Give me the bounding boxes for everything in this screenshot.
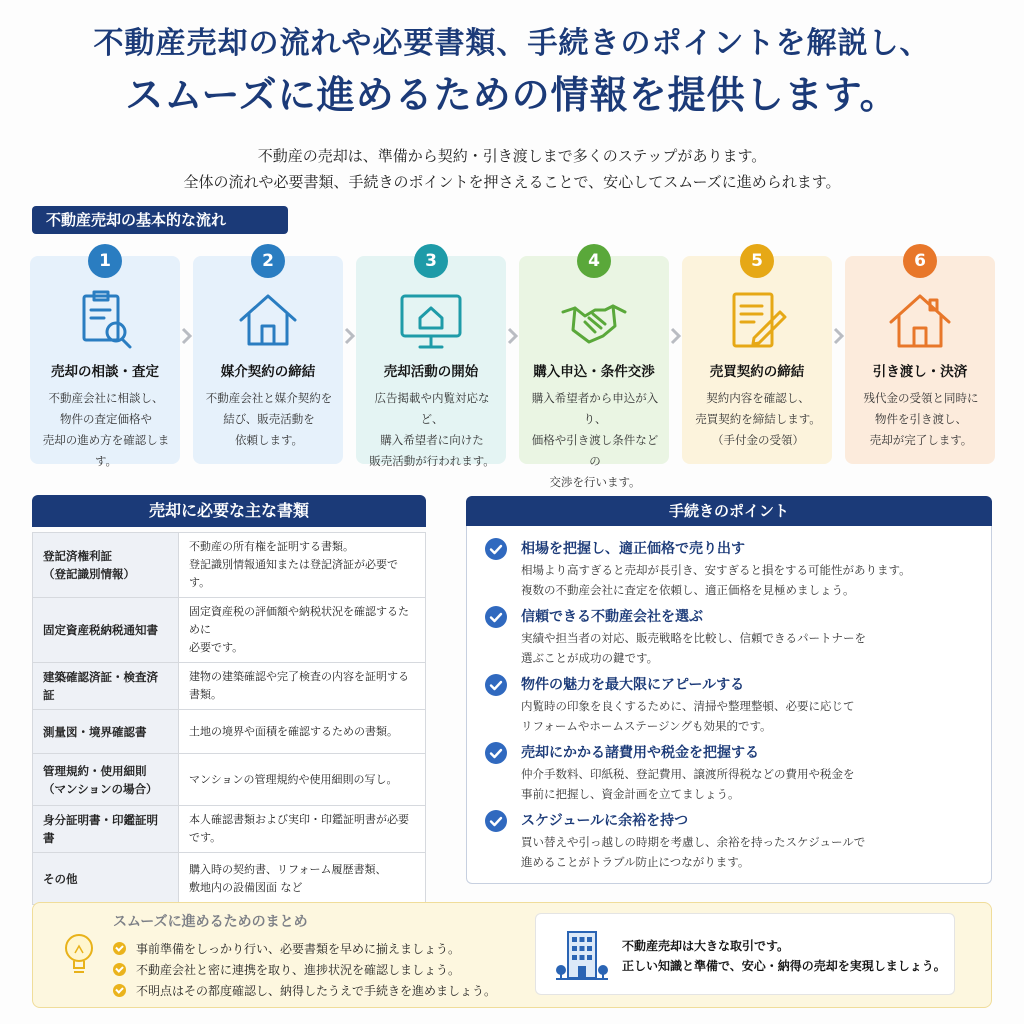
headline (0, 22, 1024, 124)
document-name-line: 管理規約・使用細則 (43, 763, 147, 778)
chevron-right-icon (669, 326, 682, 346)
check-circle-icon (485, 606, 507, 628)
point-item (485, 742, 975, 806)
step-number-badge: 5 (740, 244, 774, 278)
point-title: 物件の魅力を最大限にアピールする (521, 677, 745, 693)
document-name-line: 建築確認済証・検査済証 (43, 670, 158, 702)
step-description-line: 依頼します。 (234, 433, 304, 447)
point-title: 信頼できる不動産会社を選ぶ (521, 609, 703, 625)
step-title: 購入申込・条件交渉 (533, 364, 655, 380)
summary-note-line: 不動産売却は大きな取引です。 (622, 939, 790, 953)
point-description-line: 実績や担当者の対応、販売戦略を比較し、信頼できるパートナーを (521, 631, 866, 645)
points-list (466, 526, 992, 884)
summary-item (113, 960, 460, 980)
document-description-line: 不動産の所有権を証明する書類。 (189, 540, 354, 553)
summary-box (32, 902, 992, 1008)
point-description (521, 696, 981, 736)
document-description (179, 533, 426, 598)
point-description-line: 相場より高すぎると売却が長引き、安すぎると損をする可能性があります。 (521, 563, 911, 577)
document-name-line: （登記識別情報） (43, 567, 135, 581)
summary-item-text: 不動産会社と密に連携を取り、進捗状況を確認しましょう。 (136, 963, 461, 977)
step-description-line: 購入希望者に向けた (380, 433, 484, 447)
step-description (201, 388, 337, 451)
handshake-icon (559, 286, 629, 356)
document-description-line: マンションの管理規約や使用細則の写し。 (189, 772, 398, 786)
step-description (690, 388, 826, 451)
step-description-line: 残代金の受領と同時に (863, 391, 979, 405)
step-description-line: 交渉を行います。 (549, 475, 641, 489)
point-item (485, 606, 975, 670)
document-search-icon (70, 286, 140, 356)
documents-section-title: 売却に必要な主な書類 (32, 495, 426, 527)
document-description-line: 本人確認書類および実印・印鑑証明書が必要です。 (189, 813, 409, 844)
document-name-line: 測量図・境界確認書 (43, 724, 147, 739)
points-section-title: 手続きのポイント (466, 496, 992, 526)
document-description-line: 固定資産税の評価額や納税状況を確認するために (189, 605, 409, 636)
document-description-line: 土地の境界や面積を確認するための書類。 (189, 724, 398, 738)
chevron-right-icon (832, 326, 845, 346)
point-description-line: リフォームやホームステージングも効果的です。 (521, 719, 772, 733)
flow-step (682, 251, 832, 464)
point-description (521, 764, 981, 804)
flow-step (30, 251, 180, 468)
point-item (485, 674, 975, 738)
point-item (485, 538, 975, 602)
step-description-line: 不動産会社に相談し、 (48, 391, 164, 405)
step-number-badge: 3 (414, 244, 448, 278)
document-description (179, 806, 426, 853)
document-description-line: 必要です。 (189, 641, 244, 654)
summary-note-text (622, 936, 946, 976)
document-name (33, 853, 179, 905)
step-description-line: （手付金の受領） (712, 433, 804, 447)
point-description-line: 内覧時の印象を良くするために、清掃や整理整頓、必要に応じて (521, 699, 855, 713)
document-name-line: 固定資産税納税通知書 (43, 623, 158, 637)
step-description (38, 388, 174, 472)
check-circle-icon (485, 538, 507, 560)
intro-line-2: 全体の流れや必要書類、手続きのポイントを押さえることで、安心してスムーズに進められます。 (183, 173, 841, 191)
step-title: 引き渡し・決済 (872, 364, 968, 380)
step-description-line: 不動産会社と媒介契約を (205, 391, 333, 405)
contract-pen-icon (722, 286, 792, 356)
headline-line-2: スムーズに進めるための情報を提供します。 (125, 72, 899, 117)
flow-steps (30, 244, 994, 489)
step-description-line: 売却が完了します。 (869, 433, 973, 447)
summary-note-line: 正しい知識と準備で、安心・納得の売却を実現しましょう。 (622, 959, 946, 973)
document-name-line: 登記済権利証 (43, 549, 112, 563)
table-row (33, 853, 426, 905)
point-description-line: 複数の不動産会社に査定を依頼し、適正価格を見極めましょう。 (521, 583, 855, 597)
step-number-badge: 1 (88, 244, 122, 278)
flow-step (519, 251, 669, 489)
document-name (33, 806, 179, 853)
step-title: 売却の相談・査定 (51, 364, 159, 380)
step-description-line: 広告掲載や内覧対応など、 (374, 391, 490, 426)
point-description-line: 事前に把握し、資金計画を立てましょう。 (521, 787, 740, 801)
document-description-line: 登記識別情報通知または登記済証が必要です。 (189, 558, 398, 589)
step-description-line: 価格や引き渡し条件などの (531, 433, 659, 468)
point-item (485, 810, 975, 874)
check-icon (113, 963, 126, 976)
check-icon (113, 942, 126, 955)
point-title: スケジュールに余裕を持つ (521, 813, 689, 829)
document-description-line: 敷地内の設備図面 など (189, 880, 303, 894)
step-number-badge: 4 (577, 244, 611, 278)
document-name (33, 754, 179, 806)
point-title: 相場を把握し、適正価格で売り出す (521, 541, 745, 557)
table-row (33, 754, 426, 806)
step-description-line: 結び、販売活動を (223, 412, 315, 426)
chevron-right-icon (180, 326, 193, 346)
document-name-line: その他 (43, 871, 78, 886)
summary-title: スムーズに進めるためのまとめ (113, 914, 308, 930)
house-orange-icon (885, 286, 955, 356)
document-description-line: 建物の建築確認や完了検査の内容を証明する書類。 (189, 670, 409, 701)
flow-step (356, 251, 506, 468)
step-description-line: 売却の進め方を確認します。 (42, 433, 170, 468)
table-row (33, 806, 426, 853)
step-description-line: 物件の査定価格や (60, 412, 152, 426)
check-circle-icon (485, 674, 507, 696)
point-description (521, 560, 981, 600)
point-description (521, 832, 981, 872)
point-title: 売却にかかる諸費用や税金を把握する (521, 745, 759, 761)
summary-item (113, 981, 496, 1001)
document-name (33, 533, 179, 598)
step-description-line: 売買契約を締結します。 (695, 412, 821, 426)
document-name-line: （マンションの場合） (43, 781, 158, 796)
step-description-line: 物件を引き渡し、 (875, 412, 967, 426)
document-description-line: 購入時の契約書、リフォーム履歴書類、 (189, 862, 387, 876)
house-icon (233, 286, 303, 356)
check-icon (113, 984, 126, 997)
lightbulb-icon (61, 931, 97, 979)
document-name (33, 663, 179, 710)
step-description-line: 販売活動が行われます。 (369, 454, 495, 468)
step-title: 売却活動の開始 (383, 364, 479, 380)
summary-item (113, 939, 460, 959)
point-description-line: 選ぶことが成功の鍵です。 (521, 651, 659, 665)
chevron-right-icon (343, 326, 356, 346)
check-circle-icon (485, 742, 507, 764)
step-title: 売買契約の締結 (709, 364, 805, 380)
step-description (527, 388, 663, 493)
document-description (179, 598, 426, 663)
intro-line-1: 不動産の売却は、準備から契約・引き渡しまで多くのステップがあります。 (257, 147, 767, 165)
flow-section-title: 不動産売却の基本的な流れ (32, 206, 288, 234)
document-description (179, 754, 426, 806)
step-number-badge: 6 (903, 244, 937, 278)
flow-step (845, 251, 995, 464)
step-title: 媒介契約の締結 (220, 364, 316, 380)
document-name-line: 身分証明書・印鑑証明書 (43, 813, 158, 845)
document-description (179, 853, 426, 905)
step-description-line: 契約内容を確認し、 (706, 391, 810, 405)
summary-item-text: 事前準備をしっかり行い、必要書類を早めに揃えましょう。 (136, 942, 461, 956)
document-description (179, 663, 426, 710)
table-row (33, 598, 426, 663)
step-description-line: 購入希望者から申込が入り、 (531, 391, 659, 426)
monitor-house-icon (396, 286, 466, 356)
headline-line-1: 不動産売却の流れや必要書類、手続きのポイントを解説し、 (93, 26, 931, 61)
step-number-badge: 2 (251, 244, 285, 278)
point-description (521, 628, 981, 668)
summary-note (535, 913, 955, 995)
check-circle-icon (485, 810, 507, 832)
document-description (179, 710, 426, 754)
table-row (33, 710, 426, 754)
flow-step (193, 251, 343, 464)
summary-item-text: 不明点はその都度確認し、納得したうえで手続きを進めましょう。 (136, 984, 497, 998)
point-description-line: 仲介手数料、印紙税、登記費用、譲渡所得税などの費用や税金を (521, 767, 855, 781)
step-description (853, 388, 989, 451)
document-name (33, 598, 179, 663)
document-name (33, 710, 179, 754)
table-row (33, 533, 426, 598)
table-row (33, 663, 426, 710)
documents-table (32, 532, 426, 905)
intro-text (0, 143, 1024, 195)
step-description (364, 388, 500, 472)
point-description-line: 買い替えや引っ越しの時期を考慮し、余裕を持ったスケジュールで (521, 835, 866, 849)
point-description-line: 進めることがトラブル防止につながります。 (521, 855, 750, 869)
building-icon (554, 926, 610, 984)
chevron-right-icon (506, 326, 519, 346)
